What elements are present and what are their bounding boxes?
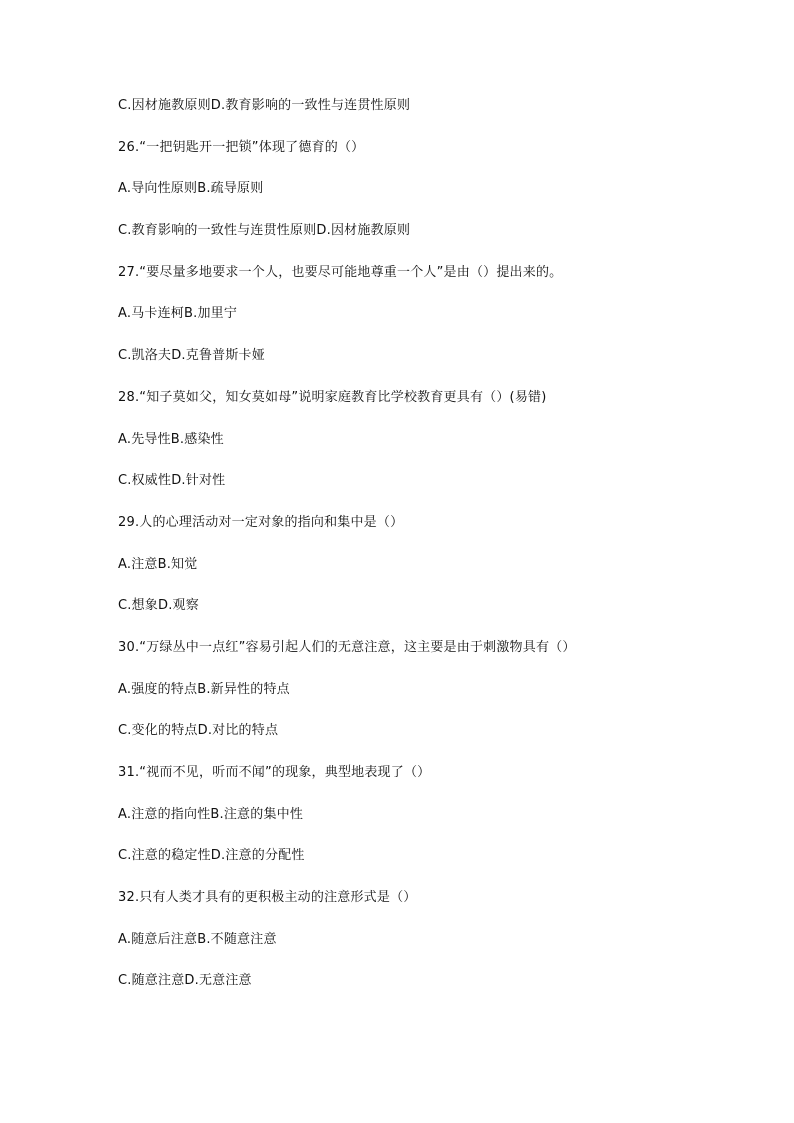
question-list [118, 96, 758, 1013]
question-30: 30.“万绿丛中一点红”容易引起人们的无意注意，这主要是由于刺激物具有（） [118, 639, 576, 655]
question-31: 31.“视而不见，听而不闻”的现象，典型地表现了（） [118, 765, 431, 780]
option-line-27-cd: C.凯洛夫D.克鲁普斯卡娅 [118, 348, 265, 364]
option-line-29-ab: A.注意B.知觉 [118, 556, 198, 572]
option-line-29-cd: C.想象D.观察 [118, 598, 199, 614]
option-line-30-ab: A.强度的特点B.新异性的特点 [118, 681, 290, 697]
question-32: 32.只有人类才具有的更积极主动的注意形式是（） [118, 890, 417, 906]
question-28: 28.“知子莫如父，知女莫如母”说明家庭教育比学校教育更具有（）(易错) [118, 389, 547, 405]
question-26: 26.“一把钥匙开一把锁”体现了德育的（） [118, 139, 365, 155]
question-27: 27.“要尽量多地要求一个人，也要尽可能地尊重一个人”是由（）提出来的。 [118, 264, 563, 280]
option-line-28-ab: A.先导性B.感染性 [118, 431, 224, 447]
option-line-32-cd: C.随意注意D.无意注意 [118, 973, 252, 989]
option-line-27-ab: A.马卡连柯B.加里宁 [118, 306, 238, 322]
option-line-26-ab: A.导向性原则B.疏导原则 [118, 181, 264, 197]
option-line-28-cd: C.权威性D.针对性 [118, 473, 226, 489]
option-line-30-cd: C.变化的特点D.对比的特点 [118, 723, 279, 739]
option-line-26-cd: C.教育影响的一致性与连贯性原则D.因材施教原则 [118, 223, 411, 239]
option-line-32-ab: A.随意后注意B.不随意注意 [118, 931, 277, 947]
option-line-31-ab: A.注意的指向性B.注意的集中性 [118, 806, 304, 822]
question-29: 29.人的心理活动对一定对象的指向和集中是（） [118, 514, 404, 530]
option-line-31-cd: C.注意的稳定性D.注意的分配性 [118, 848, 305, 864]
option-line-25-cd: C.因材施教原则D.教育影响的一致性与连贯性原则 [118, 98, 411, 113]
